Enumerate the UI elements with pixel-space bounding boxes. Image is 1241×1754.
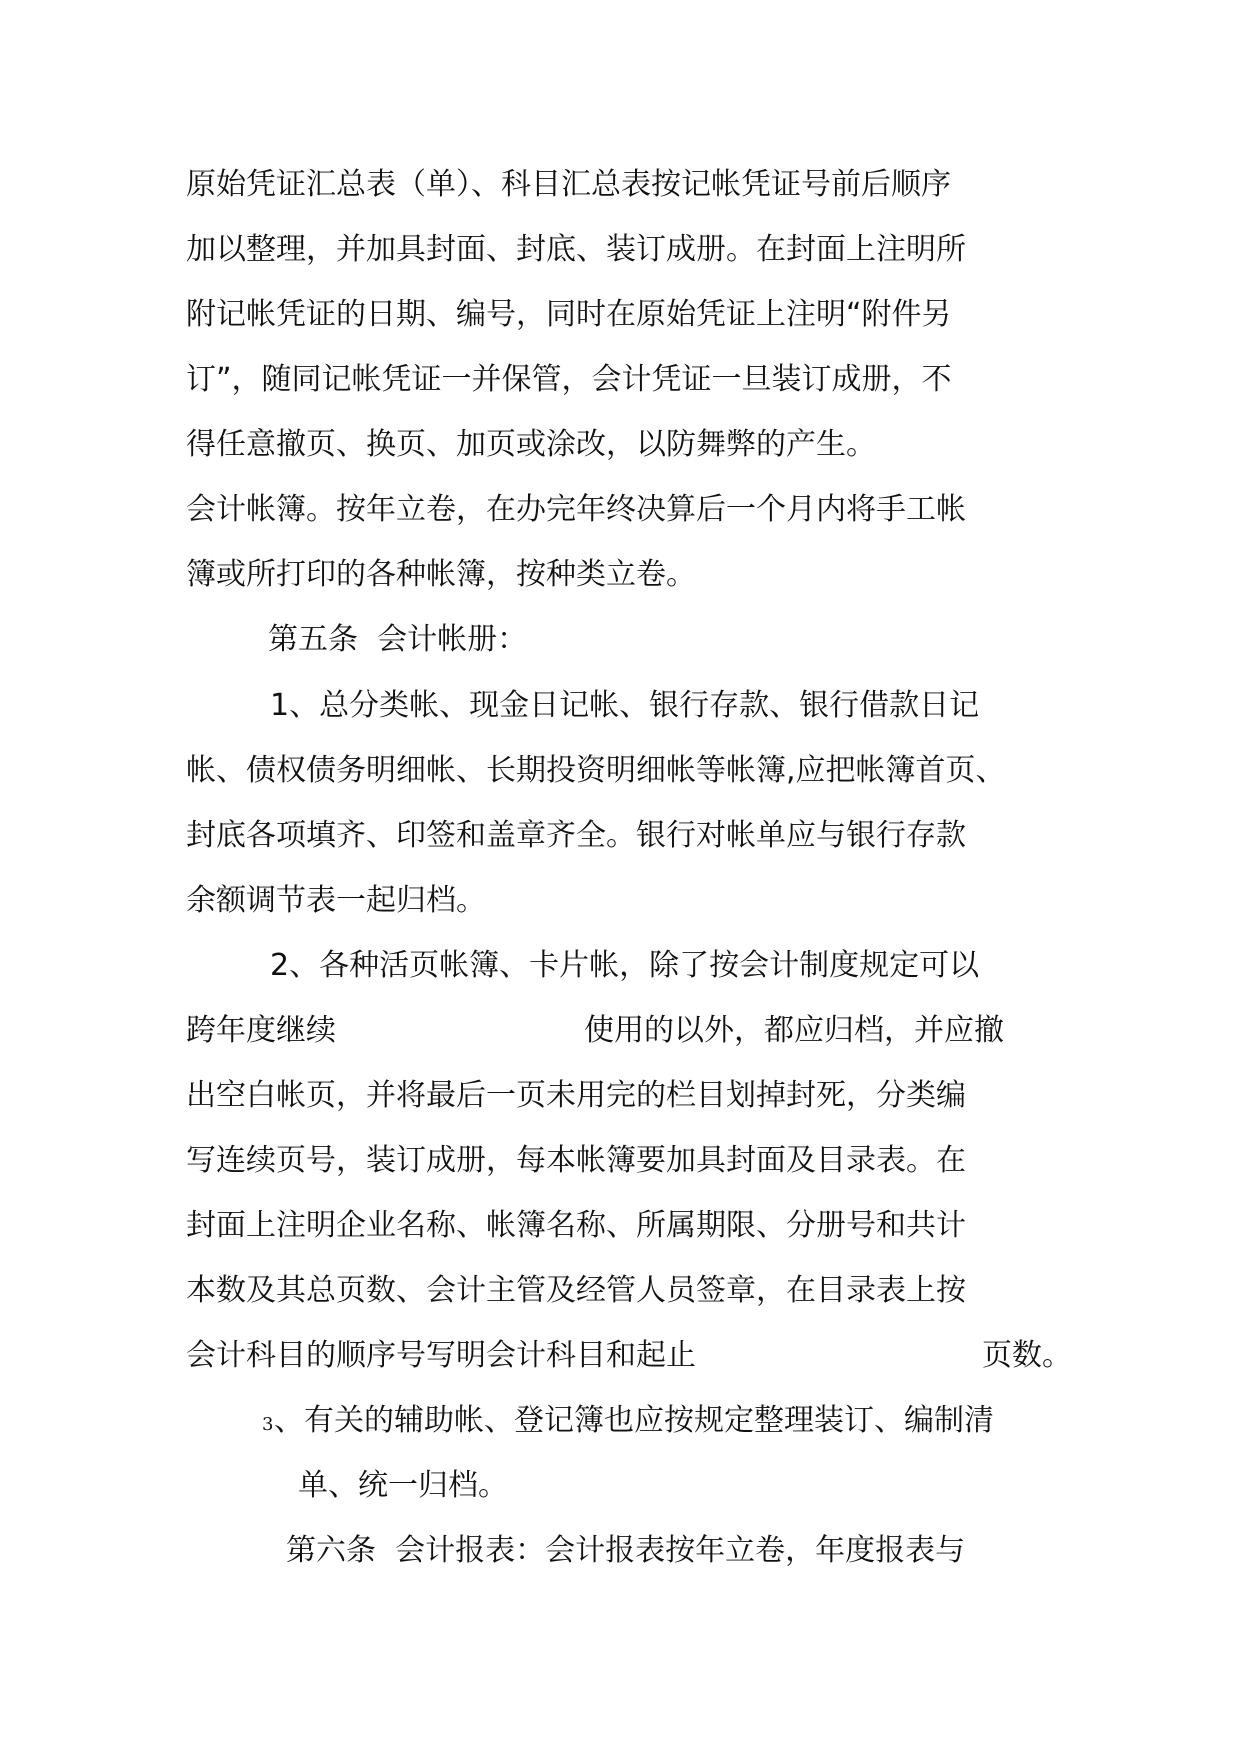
paragraph-line-part: 跨年度继续 (186, 1013, 336, 1048)
list-number (262, 1401, 273, 1441)
paragraph-line: 2、各种活页帐簿、卡片帐，除了按会计制度规定可以 (270, 948, 980, 983)
paragraph-line: 簿或所打印的各种帐簿，按种类立卷。 (186, 557, 696, 592)
paragraph-line: 出空白帐页，并将最后一页未用完的栏目划掉封死，分类编 (186, 1078, 966, 1113)
paragraph-line: 原始凭证汇总表（单）、科目汇总表按记帐凭证号前后顺序 (186, 167, 951, 202)
paragraph-line: 余额调节表一起归档。 (186, 883, 486, 918)
paragraph-line: 本数及其总页数、会计主管及经管人员签章，在目录表上按 (186, 1273, 966, 1308)
paragraph-line: 封面上注明企业名称、帐簿名称、所属期限、分册号和共计 (186, 1208, 966, 1243)
paragraph-line: 会计帐簿。按年立卷，在办完年终决算后一个月内将手工帐 (186, 492, 966, 527)
paragraph-line: 1、总分类帐、现金日记帐、银行存款、银行借款日记 (270, 688, 980, 723)
paragraph-line-part: 会计科目的顺序号写明会计科目和起止 (186, 1338, 696, 1373)
paragraph-line: 得任意撤页、换页、加页或涂改，以防舞弊的产生。 (186, 427, 876, 462)
paragraph-line-part: 页数。 (982, 1338, 1072, 1373)
paragraph-line: 封底各项填齐、印签和盖章齐全。银行对帐单应与银行存款 (186, 818, 966, 853)
paragraph-line: 写连续页号，装订成册，每本帐簿要加具封面及目录表。在 (186, 1143, 966, 1178)
paragraph-line-part: 、有关的辅助帐、登记簿也应按规定整理装订、编制清 (274, 1403, 994, 1438)
section-heading: 第五条 会计帐册： (268, 622, 528, 657)
paragraph-line: 加以整理，并加具封面、封底、装订成册。在封面上注明所 (186, 232, 966, 267)
paragraph-line-part: 使用的以外，都应归档，并应撤 (584, 1013, 1004, 1048)
section-heading: 第六条 会计报表：会计报表按年立卷，年度报表与 (286, 1533, 966, 1568)
paragraph-line: 附记帐凭证的日期、编号，同时在原始凭证上注明“附件另 (186, 297, 952, 332)
list-number-text: 3 (262, 1414, 274, 1435)
paragraph-line: 帐、债权债务明细帐、长期投资明细帐等帐簿,应把帐簿首页、 (186, 753, 1006, 788)
paragraph-line: 订”，随同记帐凭证一并保管，会计凭证一旦装订成册，不 (186, 362, 952, 397)
paragraph-line: 单、统一归档。 (298, 1468, 508, 1503)
